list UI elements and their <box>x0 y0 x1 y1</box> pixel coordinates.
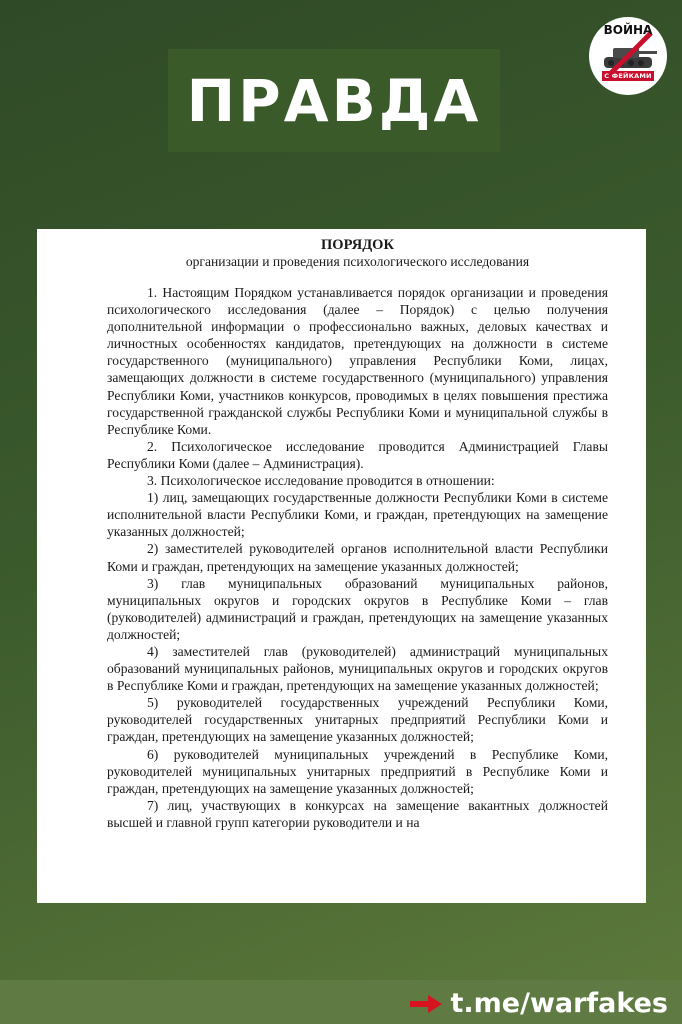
document-paragraph: 6) руководителей муниципальных учреждений в Республике Коми, руководителей муниципальных унитарных предприятий в Республике Коми и граждан, претендующих на замещение указанных должностей; <box>107 746 608 796</box>
document-paragraph: 3) глав муниципальных образований муниципальных районов, муниципальных округов и городских округов в Республике Коми – глав (руководителей) администраций и граждан, претендующих на замещение указанных должностей; <box>107 575 608 642</box>
header-banner <box>168 49 500 152</box>
document-paragraph: 2) заместителей руководителей органов исполнительной власти Республики Коми и граждан, претендующих на замещение указанных должностей; <box>107 541 608 574</box>
channel-logo <box>589 17 667 95</box>
document-paragraph: 7) лиц, участвующих в конкурсах на замещение вакантных должностей высшей и главной групп категории руководители и на <box>107 797 608 830</box>
document-paragraph: 4) заместителей глав (руководителей) администраций муниципальных образований муниципальных районов, муниципальных округов и городских округов в Республике Коми и граждан, претендующих на замещение указанных должностей; <box>107 643 608 694</box>
channel-link[interactable] <box>410 988 668 1020</box>
document-paragraph: 1. Настоящим Порядком устанавливается порядок организации и проведения психологического исследования (далее – Порядок) с целью получения дополнительной информации о профессионально важных, деловых качествах и личностных особенностях кандидатов, претендующих на должности в системе государственного (муниципального) управления Республики Коми, лицах, замещающих должности в системе государственного (муниципального) управления Республики Коми, участников конкурсов, проводимых в целях повышения престижа государственной гражданской службы Республики Коми и муниципальной службы в Республике Коми. <box>107 285 608 437</box>
page-title: ПРАВДА <box>186 66 482 135</box>
document-paragraph: 1) лиц, замещающих государственные должности Республики Коми в системе исполнительной власти Республики Коми, и граждан, претендующих на замещение указанных должностей; <box>107 490 608 540</box>
logo-bottom-text: С ФЕЙКАМИ <box>602 71 654 81</box>
document-paragraph: 5) руководителей государственных учреждений Республики Коми, руководителей государственных унитарных предприятий Республики Коми и граждан, претендующих на замещение указанных должностей; <box>107 695 608 745</box>
logo-top-text: ВОЙНА <box>603 23 653 37</box>
document-title: ПОРЯДОК <box>321 237 394 253</box>
document-subtitle: организации и проведения психологического исследования <box>185 254 530 269</box>
arrow-right-icon <box>410 995 442 1013</box>
channel-link-text[interactable]: t.me/warfakes <box>450 988 668 1019</box>
document-paragraph: 3. Психологическое исследование проводится в отношении: <box>147 473 495 489</box>
document-paragraph: 2. Психологическое исследование проводится Администрацией Главы Республики Коми (далее – Администрация). <box>107 438 608 471</box>
document-scan <box>37 229 646 903</box>
